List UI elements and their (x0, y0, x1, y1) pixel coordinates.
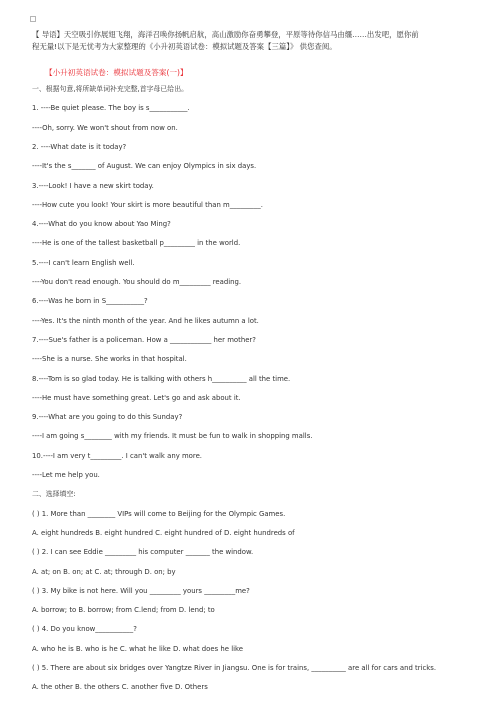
text-line: ----Oh, sorry. We won't shout from now on. (32, 123, 178, 132)
text-line: A. eight hundreds B. eight hundred C. eight hundred of D. eight hundreds of (32, 528, 295, 537)
text-line: ----I am going s________ with my friends. It must be fun to walk in shopping malls. (32, 432, 313, 441)
text-line: ( ) 2. I can see Eddie _________ his computer _______ the window. (32, 548, 254, 557)
text-line: ( ) 1. More than ________ VIPs will come to Beijing for the Olympic Games. (32, 509, 286, 518)
text-line: ----It's the s_______ of August. We can enjoy Olympics in six days. (32, 162, 257, 171)
text-line: 7.----Sue's father is a policeman. How a ____________ her mother? (32, 335, 256, 344)
text-line: ( ) 4. Do you know___________? (32, 625, 137, 634)
text-line: A. who he is B. who is he C. what he like D. what does he like (32, 644, 244, 653)
text-line: 6.----Was he born in S___________? (32, 297, 148, 306)
corner-mark (30, 16, 36, 22)
intro-line-1: 【 导语】天空吸引你展翅飞翔，海洋召唤你扬帆启航，高山激励你奋勇攀登，平原等待你信马由缰……出发吧，愿你前 (32, 30, 419, 39)
intro-paragraph (32, 29, 480, 53)
text-line: A. at; on B. on; at C. at; through D. on; by (32, 567, 176, 576)
text-line: 一、根据句意,将所缺单词补充完整,首字母已给出。 (32, 85, 188, 93)
text-line: A. borrow; to B. borrow; from C.lend; from D. lend; to (32, 606, 215, 615)
text-line: 5.----I can't learn English well. (32, 258, 135, 267)
text-line: ----He must have something great. Let's go and ask about it. (32, 393, 241, 402)
intro-line-2: 程无量!以下是无忧考为大家整理的《小升初英语试卷：模拟试题及答案【三篇】》 供您查阅。 (32, 42, 337, 51)
text-line: ( ) 5. There are about six bridges over Yangtze River in Jiangsu. One is for trains, __________ are all for cars and tricks. (32, 664, 437, 672)
section-title: 【小升初英语试卷：模拟试题及答案(一)】 (45, 68, 188, 77)
text-line: 二、选择填空: (32, 490, 76, 499)
text-line: 10.----I am very t_________. I can't walk any more. (32, 451, 202, 460)
text-line: ----How cute you look! Your skirt is more beautiful than m_________. (32, 200, 263, 209)
text-line: 1. ----Be quiet please. The boy is s___________. (32, 104, 190, 113)
text-line: A. the other B. the others C. another five D. Others (32, 683, 208, 692)
text-line: ----Yes. It's the ninth month of the year. And he likes autumn a lot. (32, 316, 259, 325)
text-line: ----He is one of the tallest basketball p_________ in the world. (32, 239, 241, 248)
text-line: ----You don't read enough. You should do m_________ reading. (32, 278, 242, 286)
text-line: 9.----What are you going to do this Sunday? (32, 413, 183, 422)
text-line: 4.----What do you know about Yao Ming? (32, 220, 171, 229)
text-line: ----Let me help you. (32, 471, 100, 479)
text-line: ----She is a nurse. She works in that hospital. (32, 355, 187, 364)
text-line: ( ) 3. My bike is not here. Will you _________ yours _________me? (32, 586, 250, 595)
text-line: 3.----Look! I have a new skirt today. (32, 181, 154, 190)
text-line: 8.----Tom is so glad today. He is talking with others h__________ all the time. (32, 374, 291, 383)
text-line: 2. ----What date is it today? (32, 142, 127, 151)
